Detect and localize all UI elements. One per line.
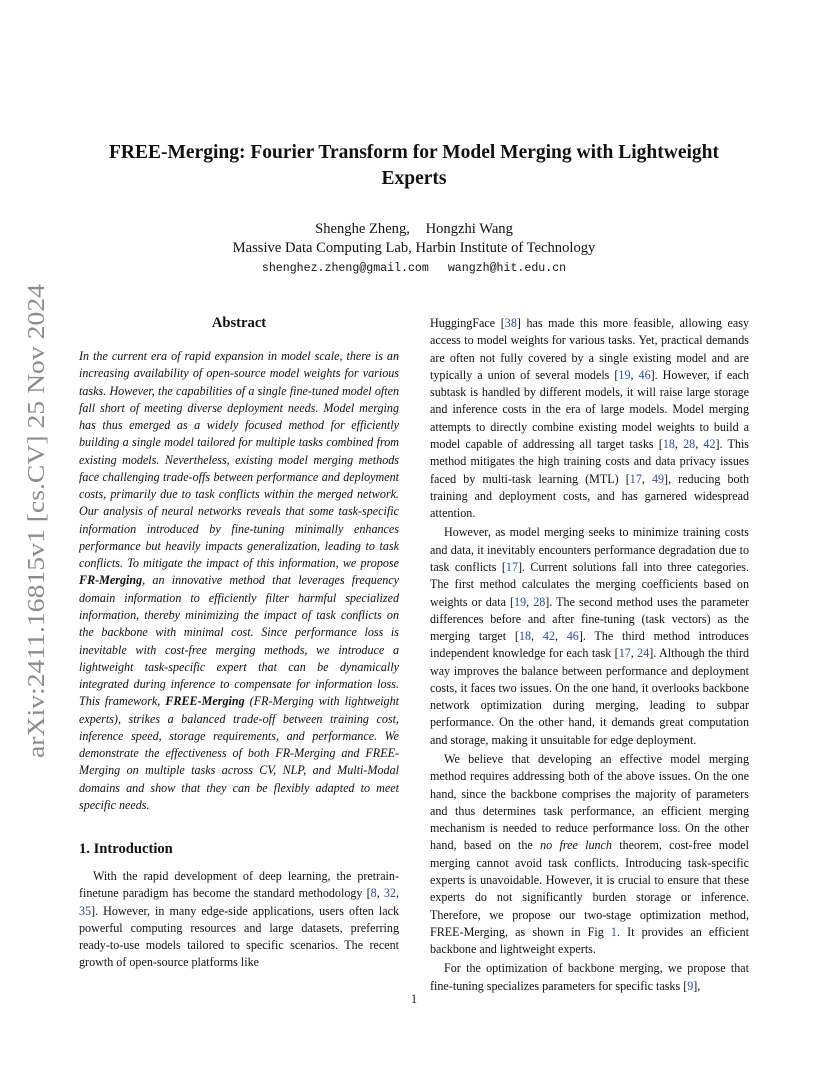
abstract-part: In the current era of rapid expansion in model scale, there is an increasing availability of open-source model weights for various tasks. However, the capabilities of a single fine-tuned model often fall short of meeting diverse deployment needs. Model merging has thus emerged as a widely focused method for efficiently building a single model tailored for multiple tasks combined from existing models. Nevertheless, existing model merging methods face challenging trade-offs between performance and deployment costs, primarily due to task conflicts within the merged network. Our analysis of neural networks reveals that some task-specific information introduced by fine-tuning minimally enhances performance but heavily impacts generalization, leading to task conflicts. To mitigate the impact of this information, we propose: [79, 349, 399, 571]
text-run: We believe that developing an effective model merging method requires addressing both of the above issues. On the one hand, since the backbone comprises the majority of parameters and thus determines task performance, an efficient merging mechanism is needed to reduce performance loss. On the other hand, based on the: [430, 752, 749, 853]
arxiv-identifier-text: arXiv:2411.16815v1 [cs.CV] 25 Nov 2024: [24, 346, 50, 758]
text-run: ]. This method mitigates the high training costs and data privacy issues faced by multi-task learning (MTL) [: [430, 436, 750, 486]
author-email[interactable]: shenghez.zheng@gmail.com: [261, 262, 429, 275]
text-run: ], reducing both training and deployment costs, and has garnered widespread attention.: [430, 471, 749, 521]
abstract-heading: Abstract: [211, 315, 267, 331]
author-name: Hongzhi Wang: [425, 221, 513, 237]
author-name: Shenghe Zheng,: [315, 221, 410, 237]
citation-link[interactable]: 24: [637, 646, 650, 661]
citation-link[interactable]: 28: [683, 436, 696, 451]
title-line-2: Experts: [381, 168, 447, 189]
citation-link[interactable]: 8: [370, 886, 377, 901]
citation-link[interactable]: 17: [505, 559, 518, 574]
citation-link[interactable]: 9: [687, 978, 694, 993]
page-number: 1: [410, 992, 418, 1006]
citation-link[interactable]: 32: [383, 886, 396, 901]
method-name-free-merging: FREE-Merging: [165, 694, 245, 709]
text-run: . It provides an efficient backbone and lightweight experts.: [430, 924, 749, 957]
introduction-text: [79, 868, 399, 972]
citation-link[interactable]: 46: [638, 367, 651, 382]
email-list: [100, 260, 728, 278]
text-run: ] has made this more feasible, allowing easy access to model weights for various tasks. Yet, practical demands are often not fully covered by a single existing model and are typically a union of several models [: [430, 316, 749, 382]
text-run: ,: [674, 436, 684, 451]
text-run: ,: [376, 886, 384, 901]
citation-link[interactable]: 35: [79, 903, 92, 918]
right-column-text: [430, 315, 749, 995]
text-run: With the rapid development of deep learning, the pretrain-finetune paradigm has become the standard methodology [: [79, 869, 399, 901]
citation-link[interactable]: 28: [533, 594, 546, 609]
abstract-part: , an innovative method that leverages frequency domain information to efficiently filter harmful specialized information, thereby minimizing the impact of task conflicts on the backbone with minimal cost. Since performance loss is inevitable with cost-free merging methods, we introduce a lightweight task-specific expert that can be dynamically integrated during inference to compensate for information loss. This framework,: [79, 573, 399, 709]
citation-link[interactable]: 18: [662, 436, 675, 451]
text-run: However, as model merging seeks to minimize training costs and data, it inevitably encounters performance degradation due to task conflicts [: [430, 525, 749, 574]
text-run: ]. However, in many edge-side applications, users often lack powerful computing resources and large datasets, preferring ready-to-use models tailored to specific scenarios. The recent growth of open-source platforms like: [79, 903, 399, 970]
author-email[interactable]: wangzh@hit.edu.cn: [447, 262, 567, 275]
text-run: ,: [641, 471, 652, 486]
text-run: ,: [630, 367, 639, 382]
text-run: theorem, cost-free model merging cannot avoid task conflicts. Introducing task-specific experts is unavoidable. However, it is crucial to ensure that these experts do not significantly burden storage or inference. Therefore, we propose our two-stage optimization method, FREE-Merging, as shown in Fig: [430, 838, 749, 939]
method-name-fr-merging: FR-Merging: [79, 573, 143, 588]
section-heading-introduction: 1. Introduction: [79, 841, 173, 857]
paragraph: [430, 315, 749, 522]
citation-link[interactable]: 49: [651, 471, 665, 486]
figure-link[interactable]: 1: [610, 924, 617, 939]
paper-title: [100, 140, 728, 192]
text-run: ,: [695, 436, 704, 451]
text-run: ,: [554, 629, 567, 644]
citation-link[interactable]: 42: [542, 629, 555, 644]
text-run: HuggingFace [: [430, 316, 505, 330]
text-run: ]. The second method uses the parameter differences before and after fine-tuning (task vectors) as the merging target [: [430, 594, 750, 644]
affiliation: Massive Data Computing Lab, Harbin Institute of Technology: [232, 240, 596, 256]
text-run: ]. Current solutions fall into three categories. The first method calculates the merging coefficients based on weights or data [: [430, 559, 749, 609]
emphasis-text: no free lunch: [540, 838, 612, 853]
citation-link[interactable]: 46: [566, 629, 579, 644]
title-line-1: FREE-Merging: Fourier Transform for Model Merging with Lightweight: [108, 142, 719, 163]
abstract-part: (FR-Merging with lightweight experts), strikes a balanced trade-off between training cost, inference speed, storage requirements, and performance. We demonstrate the effectiveness of both FR-Merging and FREE-Merging on multiple tasks across CV, NLP, and Multi-Modal domains and show that they can be flexibly adapted to meet specific needs.: [79, 694, 400, 812]
citation-link[interactable]: 17: [618, 646, 631, 661]
text-run: ,: [630, 646, 638, 661]
citation-link[interactable]: 38: [504, 316, 517, 330]
text-run: ],: [693, 978, 701, 993]
citation-link[interactable]: 42: [703, 436, 716, 451]
abstract-text: [79, 348, 399, 814]
citation-link[interactable]: 18: [518, 629, 532, 644]
text-run: ,: [526, 594, 534, 609]
paragraph: [430, 524, 749, 749]
citation-link[interactable]: 19: [514, 594, 527, 609]
paragraph: [430, 751, 749, 958]
text-run: ,: [531, 629, 543, 644]
paragraph: [430, 960, 749, 995]
text-run: ]. However, if each subtask is handled by different models, it will raise large storage and inference costs in the era of large models. Model merging attempts to directly combine existing model weights to build a model capable of addressing all target tasks [: [430, 367, 750, 451]
text-run: For the optimization of backbone merging, we propose that fine-tuning specializes parameters for specific tasks [: [430, 961, 749, 993]
author-list: [100, 219, 728, 239]
citation-link[interactable]: 17: [629, 471, 642, 486]
text-run: ]. The third method introduces independent knowledge for each task [: [430, 629, 750, 661]
text-run: ]. Although the third way improves the balance between performance and deployment costs, it faces two issues. On the one hand, it overlooks backbone network optimization during merging, leading to subpar performance. On the other hand, it demands great computation and storage, making it unsuitable for edge deployment.: [430, 646, 749, 747]
citation-link[interactable]: 19: [618, 367, 631, 382]
arxiv-identifier-stamp: [20, 282, 50, 758]
text-run: ,: [395, 886, 399, 901]
